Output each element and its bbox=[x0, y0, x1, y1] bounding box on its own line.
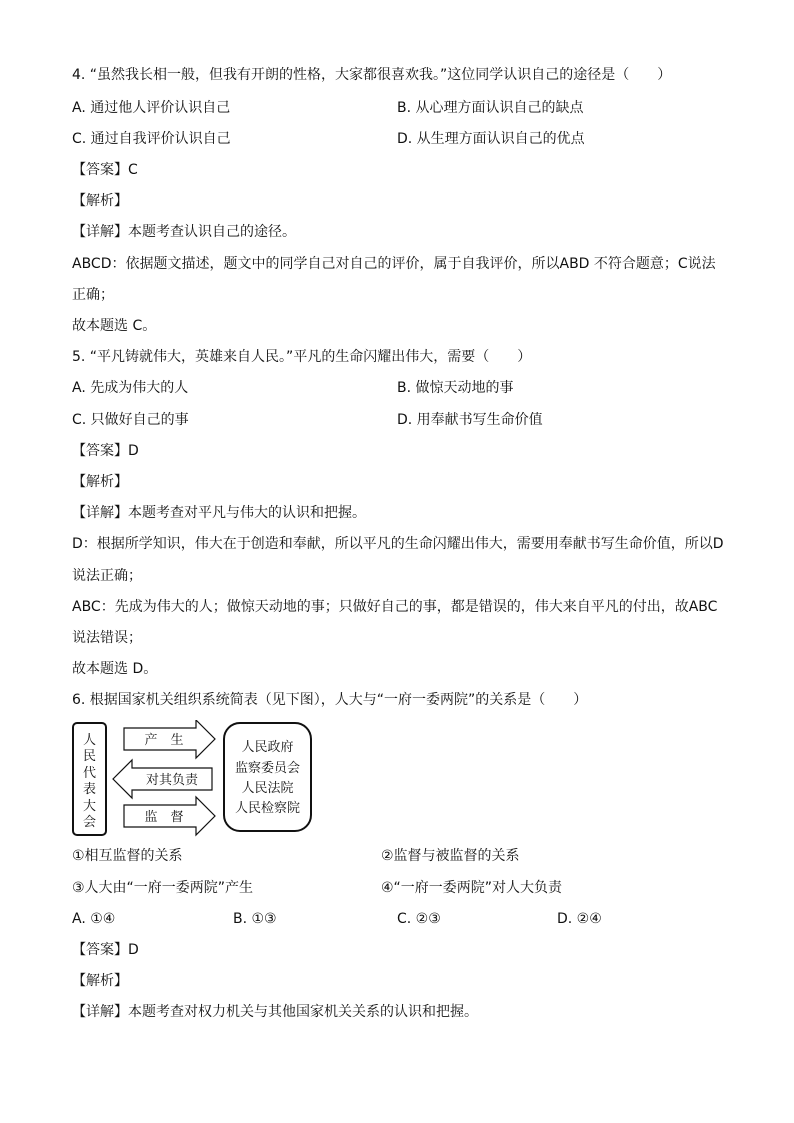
q5-explain-line3: ABC：先成为伟大的人；做惊天动地的事；只做好自己的事，都是错误的，伟大来自平凡的付出，故ABC bbox=[72, 599, 718, 615]
q4-analysis-label: 【解析】 bbox=[72, 193, 128, 209]
arrow-supervise-label: 监 督 bbox=[144, 810, 184, 825]
q4-answer: 【答案】C bbox=[72, 162, 138, 178]
npc-char-3: 代 bbox=[82, 766, 97, 781]
q6-option-b: B. ①③ bbox=[233, 911, 277, 927]
q6-detail: 【详解】本题考查对权力机关与其他国家机关关系的认识和把握。 bbox=[72, 1004, 478, 1020]
q5-explain-line2: 说法正确； bbox=[72, 568, 142, 584]
q4-option-a: A. 通过他人评价认识自己 bbox=[72, 100, 231, 116]
q5-conclusion: 故本题选 D。 bbox=[72, 661, 158, 677]
q4-explain-line1: ABCD：依据题文描述，题文中的同学自己对自己的评价，属于自我评价，所以ABD 不符合题意；C说法 bbox=[72, 256, 716, 272]
q6-statement-1: ①相互监督的关系 bbox=[72, 848, 183, 864]
organ-government: 人民政府 bbox=[241, 740, 294, 755]
q6-statement-2: ②监督与被监督的关系 bbox=[381, 848, 520, 864]
npc-char-5: 大 bbox=[82, 799, 97, 814]
q6-statement-4: ④“一府一委两院”对人大负责 bbox=[381, 880, 563, 896]
npc-char-2: 民 bbox=[82, 749, 97, 764]
organ-court: 人民法院 bbox=[241, 781, 294, 796]
q4-stem: 4. “虽然我长相一般，但我有开朗的性格，大家都很喜欢我。”这位同学认识自己的途径是（ ） bbox=[72, 67, 672, 83]
state-organ-diagram bbox=[72, 720, 322, 838]
npc-char-4: 表 bbox=[82, 782, 97, 797]
q6-option-c: C. ②③ bbox=[397, 911, 441, 927]
q5-option-c: C. 只做好自己的事 bbox=[72, 412, 189, 428]
organ-supervisory-commission: 监察委员会 bbox=[234, 761, 301, 776]
q6-analysis-label: 【解析】 bbox=[72, 973, 128, 989]
organ-procuratorate: 人民检察院 bbox=[234, 801, 301, 816]
q6-stem: 6. 根据国家机关组织系统简表（见下图），人大与“一府一委两院”的关系是（ ） bbox=[72, 692, 588, 708]
q6-statement-3: ③人大由“一府一委两院”产生 bbox=[72, 880, 254, 896]
q5-answer: 【答案】D bbox=[72, 443, 139, 459]
q4-conclusion: 故本题选 C。 bbox=[72, 318, 157, 334]
arrow-responsible-label: 对其负责 bbox=[145, 773, 199, 788]
q4-option-c: C. 通过自我评价认识自己 bbox=[72, 131, 231, 147]
q4-detail: 【详解】本题考查认识自己的途径。 bbox=[72, 224, 296, 240]
q5-analysis-label: 【解析】 bbox=[72, 474, 128, 490]
q5-explain-line4: 说法错误； bbox=[72, 630, 142, 646]
q5-stem: 5. “平凡铸就伟大，英雄来自人民。”平凡的生命闪耀出伟大，需要（ ） bbox=[72, 349, 532, 365]
q5-option-b: B. 做惊天动地的事 bbox=[397, 380, 514, 396]
q4-option-b: B. 从心理方面认识自己的缺点 bbox=[397, 100, 584, 116]
arrow-produce-label: 产 生 bbox=[144, 733, 184, 748]
q6-option-a: A. ①④ bbox=[72, 911, 116, 927]
q5-option-d: D. 用奉献书写生命价值 bbox=[397, 412, 543, 428]
q5-detail: 【详解】本题考查对平凡与伟大的认识和把握。 bbox=[72, 505, 366, 521]
q6-option-d: D. ②④ bbox=[557, 911, 602, 927]
npc-char-1: 人 bbox=[82, 733, 97, 748]
q6-answer: 【答案】D bbox=[72, 942, 139, 958]
q5-explain-line1: D：根据所学知识，伟大在于创造和奉献，所以平凡的生命闪耀出伟大，需要用奉献书写生命价值，所以D bbox=[72, 536, 724, 552]
npc-char-6: 会 bbox=[82, 815, 97, 830]
q5-option-a: A. 先成为伟大的人 bbox=[72, 380, 189, 396]
q4-explain-line2: 正确； bbox=[72, 287, 114, 303]
q4-option-d: D. 从生理方面认识自己的优点 bbox=[397, 131, 585, 147]
